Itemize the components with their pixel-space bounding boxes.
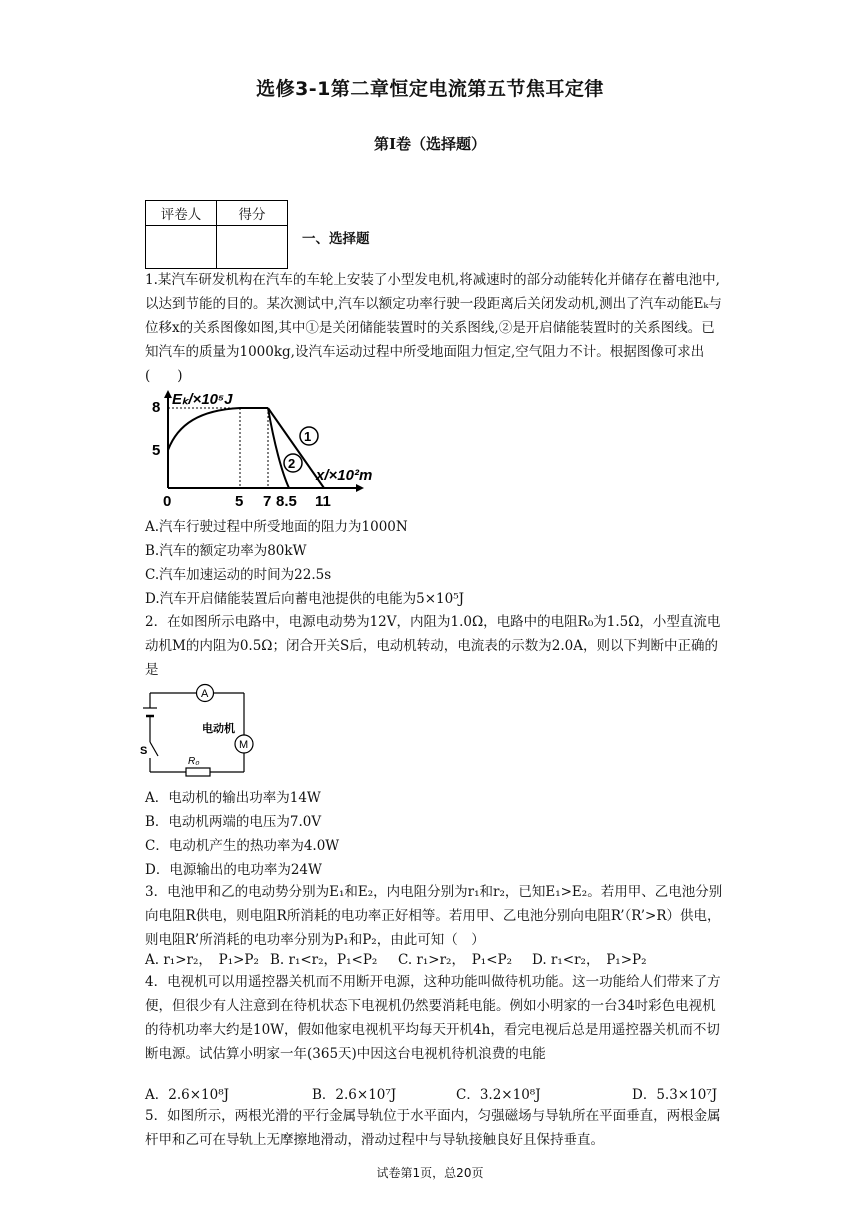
q1-option-a: A.汽车行驶过程中所受地面的阻力为1000N — [145, 519, 408, 535]
score-header: 得分 — [217, 201, 288, 226]
q3-stem: 3．电池甲和乙的电动势分别为E₁和E₂，内电阻分别为r₁和r₂，已知E₁>E₂。若用甲、乙电池分别向电阻R供电，则电阻R所消耗的电功率正好相等。若用甲、乙电池分别向电阻R’（R’>R）供电，则电阻R’所消耗的电功率分别为P₁和P₂，由此可知（ ） — [145, 884, 723, 948]
q2-option-d: D．电源输出的电功率为24W — [145, 862, 322, 878]
resistor-label: R₀ — [188, 756, 200, 767]
y-tick-8: 8 — [152, 399, 161, 416]
y-axis-arrow — [164, 390, 172, 398]
x-tick-0: 0 — [163, 493, 172, 510]
curve-1-label: 1 — [304, 429, 312, 444]
q1-option-c: C.汽车加速运动的时间为22.5s — [145, 567, 332, 583]
q1-option-b: B.汽车的额定功率为80kW — [145, 543, 307, 559]
q2-circuit-diagram — [140, 680, 260, 780]
grader-header: 评卷人 — [146, 201, 217, 226]
page-footer: 试卷第1页，总20页 — [376, 1166, 484, 1180]
q2-option-a: A．电动机的输出功率为14W — [145, 790, 321, 806]
q1-option-d: D.汽车开启储能装置后向蓄电池提供的电能为5×10⁵J — [145, 591, 465, 607]
q3-option-a: A. r₁>r₂， P₁>P₂ — [145, 952, 259, 968]
x-tick-5: 5 — [235, 493, 244, 510]
score-cell — [217, 226, 288, 269]
q3-option-c: C. r₁>r₂， P₁<P₂ — [398, 952, 513, 968]
q4-option-b: B．2.6×10⁷J — [312, 1087, 397, 1103]
q5-stem: 5．如图所示，两根光滑的平行金属导轨位于水平面内，匀强磁场与导轨所在平面垂直，两根金属杆甲和乙可在导轨上无摩擦地滑动，滑动过程中与导轨接触良好且保持垂直。 — [145, 1108, 721, 1148]
q2-stem: 2．在如图所示电路中，电源电动势为12V，内阻为1.0Ω，电路中的电阻R₀为1.5Ω，小型直流电动机M的内阻为0.5Ω；闭合开关S后，电动机转动，电流表的示数为2.0A，则以下判断中正确的是 — [145, 614, 721, 678]
q2-option-c: C．电动机产生的热功率为4.0W — [145, 838, 340, 854]
q4-option-d: D．5.3×10⁷J — [632, 1087, 718, 1103]
x-tick-8-5: 8.5 — [276, 493, 297, 510]
switch-blade — [150, 742, 158, 756]
q3-option-d: D. r₁<r₂， P₁>P₂ — [532, 952, 647, 968]
q3-option-b: B. r₁<r₂，P₁<P₂ — [270, 952, 378, 968]
motor-label: 电动机 — [202, 723, 235, 735]
curve-2 — [268, 408, 289, 488]
q4-option-a: A．2.6×10⁸J — [145, 1087, 230, 1103]
curve-2-label: 2 — [288, 456, 296, 471]
q4-option-c: C．3.2×10⁸J — [456, 1087, 541, 1103]
motor-symbol-label: M — [239, 739, 249, 751]
q2-option-b: B．电动机两端的电压为7.0V — [145, 814, 322, 830]
grader-cell — [146, 226, 217, 269]
q4-stem: 4．电视机可以用遥控器关机而不用断开电源，这种功能叫做待机功能。这一功能给人们带来了方便，但很少有人注意到在待机状态下电视机仍然要消耗电能。例如小明家的一台34吋彩色电视机的待机功率大约是10W，假如他家电视机平均每天开机4h，看完电视后总是用遥控器关机而不切断电源。试估算小明家一年(365天)中因这台电视机待机浪费的电能 — [145, 974, 721, 1062]
x-tick-11: 11 — [315, 493, 331, 510]
x-tick-7: 7 — [263, 493, 272, 510]
resistor-r0 — [186, 768, 210, 776]
page-title: 选修3-1第二章恒定电流第五节焦耳定律 — [256, 78, 604, 100]
score-table — [145, 200, 288, 269]
q1-stem: 1.某汽车研发机构在汽车的车轮上安装了小型发电机,将减速时的部分动能转化并储存在蓄电池中,以达到节能的目的。某次测试中,汽车以额定功率行驶一段距离后关闭发动机,测出了汽车动能Eₖ与位移x的关系图像如图,其中①是关闭储能装置时的关系图线,②是开启储能装置时的关系图线。已知汽车的质量为1000kg,设汽车运动过程中所受地面阻力恒定,空气阻力不计。根据图像可求出( ) — [145, 272, 722, 384]
ammeter-label: A — [201, 688, 209, 700]
section-label: 一、选择题 — [302, 231, 370, 247]
x-axis-label: x/×10²m — [316, 467, 373, 484]
ek-rise-curve — [168, 408, 268, 450]
switch-label: S — [140, 745, 148, 757]
q1-ek-graph — [150, 388, 373, 510]
y-tick-5: 5 — [152, 442, 161, 459]
x-axis-arrow — [356, 484, 364, 492]
y-axis-label: Eₖ/×10⁵J — [172, 391, 233, 408]
section-subtitle: 第Ⅰ卷（选择题） — [373, 135, 487, 153]
